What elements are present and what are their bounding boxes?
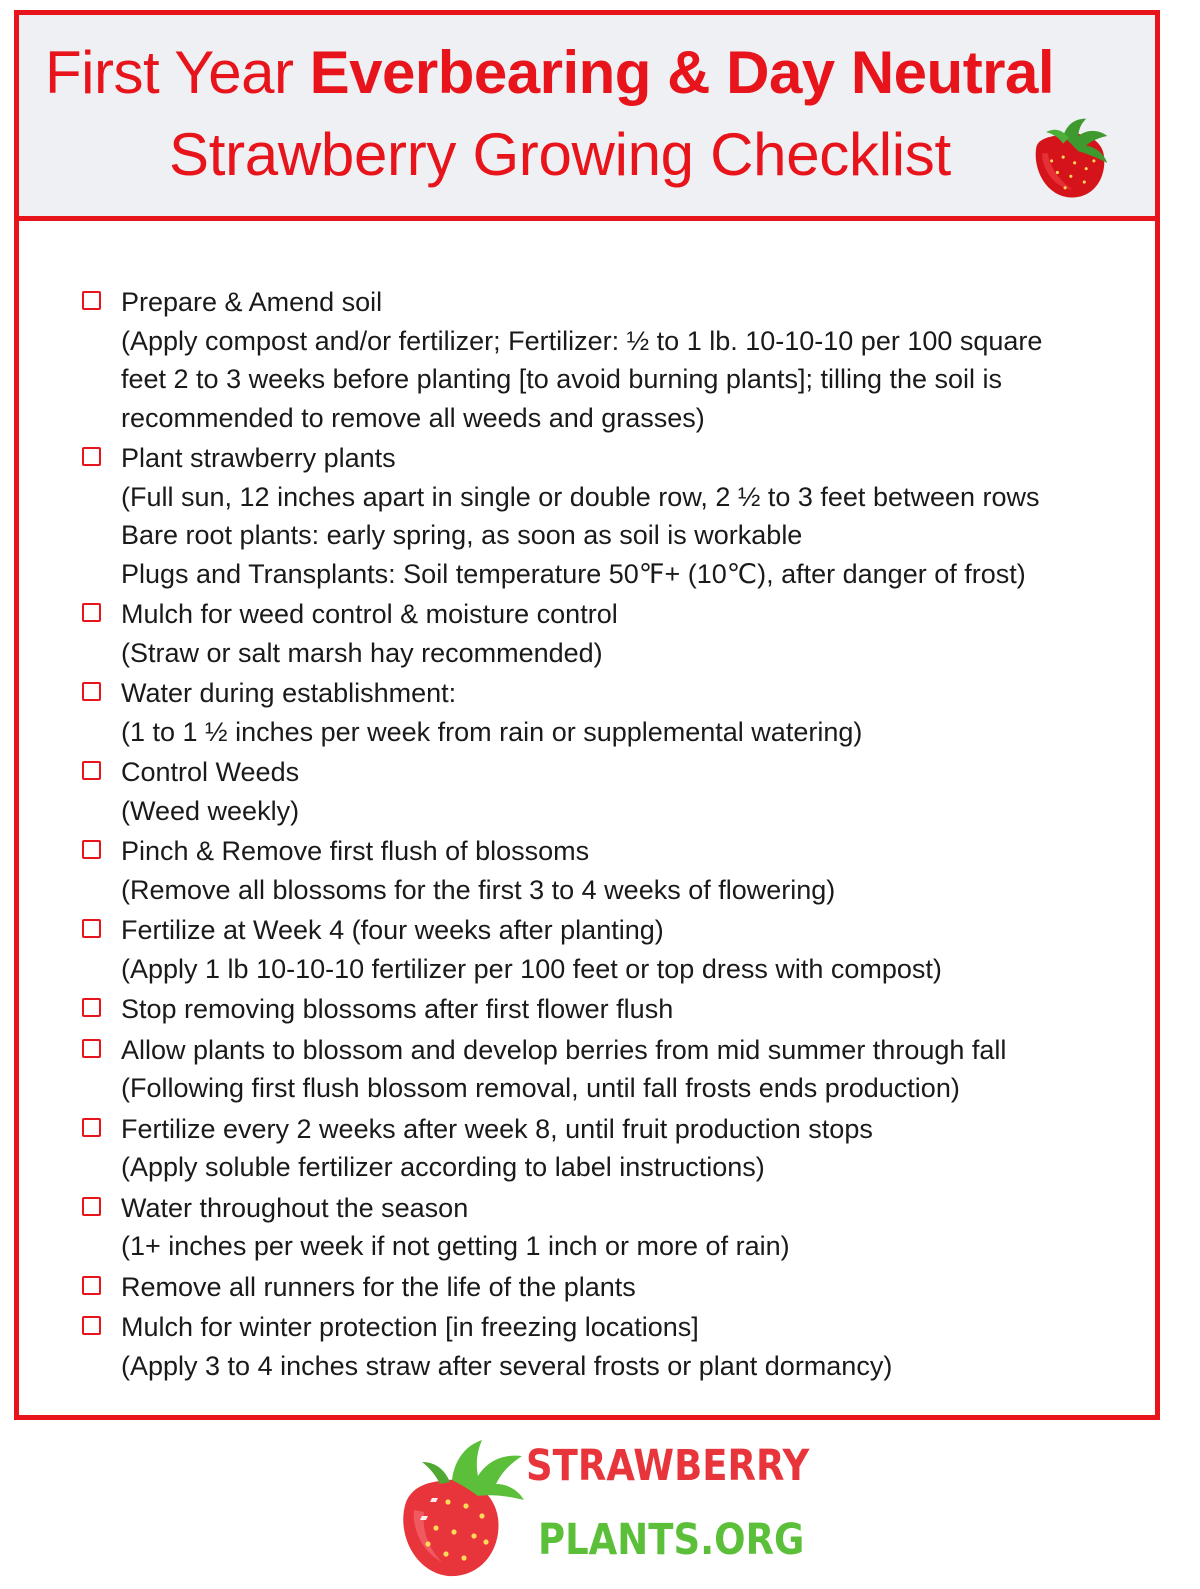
- checkbox[interactable]: [82, 840, 101, 859]
- checklist-item-detail: (1+ inches per week if not getting 1 inch or more of rain): [121, 1231, 790, 1261]
- checklist-item: [77, 1031, 1137, 1108]
- checkbox[interactable]: [82, 1039, 101, 1058]
- checkbox[interactable]: [82, 919, 101, 938]
- checklist-item: [77, 1308, 1137, 1385]
- checklist-item-detail: (1 to 1 ½ inches per week from rain or supplemental watering): [121, 716, 863, 747]
- checklist-item-detail: (Apply soluble fertilizer according to label instructions): [121, 1152, 765, 1182]
- checklist-item-detail: (Apply 1 lb 10-10-10 fertilizer per 100 feet or top dress with compost): [121, 953, 942, 984]
- checklist-item: [77, 832, 1137, 909]
- checklist-item-title: Fertilize at Week 4 (four weeks after planting): [121, 915, 664, 945]
- strawberry-icon: [1019, 111, 1115, 207]
- checklist-item: [77, 439, 1137, 593]
- checklist-item-detail: (Full sun, 12 inches apart in single or double row, 2 ½ to 3 feet between rows Bare root plants: early spring, as soon as soil is workable Plugs and Transplants: Soil temperature 50℉+ (10℃), after danger of frost): [121, 481, 1040, 589]
- checklist-item-detail: (Weed weekly): [121, 795, 300, 826]
- checklist-item-detail: (Remove all blossoms for the first 3 to 4 weeks of flowering): [121, 874, 836, 905]
- checklist-item-title: Allow plants to blossom and develop berries from mid summer through fall: [121, 1034, 1007, 1065]
- logo-text-strawberry: STRAWBERRY: [526, 1441, 810, 1491]
- strawberry-logo-icon: [392, 1432, 532, 1582]
- checklist-item: [77, 674, 1137, 751]
- checklist-item: [77, 595, 1137, 672]
- checkbox[interactable]: [82, 998, 101, 1017]
- checklist-item-title: Plant strawberry plants: [121, 443, 396, 473]
- footer-logo: [392, 1432, 810, 1582]
- checkbox[interactable]: [82, 1316, 101, 1335]
- checkbox[interactable]: [82, 603, 101, 622]
- checklist-item-detail: (Following first flush blossom removal, until fall frosts ends production): [121, 1073, 960, 1103]
- checklist-item-title: Fertilize every 2 weeks after week 8, until fruit production stops: [121, 1113, 873, 1144]
- checkbox[interactable]: [82, 291, 101, 310]
- title-prefix: First Year: [45, 39, 310, 106]
- checklist-item-title: Mulch for weed control & moisture control: [121, 599, 618, 629]
- checklist-item: [77, 283, 1137, 437]
- checkbox[interactable]: [82, 1118, 101, 1137]
- checklist-item-detail: (Apply compost and/or fertilizer; Fertilizer: ½ to 1 lb. 10-10-10 per 100 square feet 2 to 3 weeks before planting [to avoid burning plants]; tilling the soil is recommended to remove all weeds and grasses): [121, 325, 1043, 433]
- checkbox[interactable]: [82, 1276, 101, 1295]
- checklist: [77, 283, 1137, 1385]
- checkbox[interactable]: [82, 682, 101, 701]
- checklist-item-title: Prepare & Amend soil: [121, 287, 383, 317]
- checklist-item: [77, 911, 1137, 988]
- checklist-item-detail: (Straw or salt marsh hay recommended): [121, 637, 603, 668]
- checkbox[interactable]: [82, 1197, 101, 1216]
- checkbox[interactable]: [82, 761, 101, 780]
- checklist-item: [77, 1110, 1137, 1187]
- checklist-item: [77, 990, 1137, 1029]
- checkbox[interactable]: [82, 447, 101, 466]
- checklist-item-title: Control Weeds: [121, 757, 300, 787]
- checklist-item-title: Stop removing blossoms after first flower flush: [121, 994, 674, 1024]
- page-title-line2: Strawberry Growing Checklist: [169, 121, 951, 188]
- page-title-line1: [45, 37, 1135, 109]
- title-emphasis: Everbearing & Day Neutral: [309, 39, 1055, 106]
- checklist-item-title: Water throughout the season: [121, 1192, 469, 1223]
- checklist-item-title: Remove all runners for the life of the plants: [121, 1271, 636, 1302]
- logo-text-plants-org: PLANTS.ORG: [538, 1515, 805, 1565]
- checklist-item-title: Water during establishment:: [121, 678, 457, 708]
- checklist-item-title: Mulch for winter protection [in freezing locations]: [121, 1312, 699, 1342]
- checklist-sheet: [14, 10, 1160, 1420]
- checklist-item: [77, 753, 1137, 830]
- checklist-item-detail: (Apply 3 to 4 inches straw after several frosts or plant dormancy): [121, 1350, 893, 1381]
- checklist-item: [77, 1268, 1137, 1307]
- checklist-item-title: Pinch & Remove first flush of blossoms: [121, 836, 590, 866]
- header-banner: [19, 15, 1155, 221]
- checklist-item: [77, 1189, 1137, 1266]
